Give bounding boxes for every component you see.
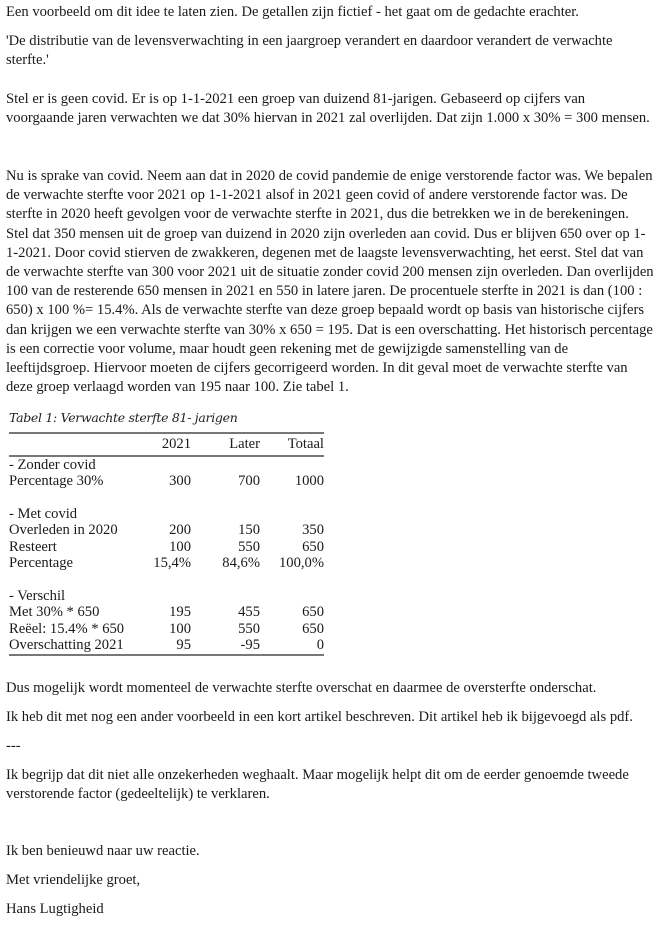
row-label: Percentage [9, 555, 74, 571]
section-title-met-covid: - Met covid [9, 505, 78, 522]
row-label: Percentage 30% [9, 473, 104, 489]
cell-2021: 95 [176, 637, 191, 653]
table-row [9, 522, 324, 539]
cell-totaal: 650 [302, 604, 324, 620]
section-title-row [9, 456, 324, 474]
header-2021: 2021 [161, 436, 191, 452]
header-later: Later [229, 436, 260, 452]
intro-paragraph: Een voorbeeld om dit idee te laten zien. De getallen zijn fictief - het gaat om de gedachte erachter. [6, 4, 579, 20]
uncertainty-paragraph: Ik begrijp dat dit niet alle onzekerheden weghaalt. Maar mogelijk helpt dit om de eerder genoemde tweede verstorende factor (gedeeltelijk) te verklaren. [6, 767, 629, 803]
cell-totaal: 350 [302, 522, 324, 538]
section-title-row [9, 588, 324, 605]
with-covid-paragraph: Nu is sprake van covid. Neem aan dat in 2020 de covid pandemie de enige verstorende factor was. We bepalen de verwachte sterfte voor 2021 op 1-1-2021 alsof in 2021 geen covid of andere verstorende factor was. De sterfte in 2020 heeft gevolgen voor de verwachte sterfte in 2021, dus die betrekken we in de berekeningen. Stel dat 350 mensen uit de groep van duizend in 2020 zijn overleden aan covid. Dus er blijven 650 over op 1-1-2021. Door covid stierven de zwakkeren, degenen met de laagste levensverwachting, het eerst. Stel dat van de verwachte sterfte van 300 voor 2021 uit de situatie zonder covid 200 mensen zijn overleden. Dan overlijden 100 van de resterende 650 mensen in 2021 en 550 in latere jaren. De procentuele sterfte in 2021 is dan (100 : 650) x 100 %= 15.4%. Als de verwachte sterfte van deze groep bepaald wordt op basis van historische cijfers dan krijgen we een verwachte sterfte van 30% x 650 = 195. Dat is een overschatting. Het historisch percentage is een correctie voor volume, maar houdt geen rekening met de gewijzigde samenstelling van de leeftijdsgroep. Hiervoor moeten de cijfers gecorrigeerd worden. In dit geval moet de verwachte sterfte van deze groep verlaagd worden van 195 naar 100. Zie tabel 1. [6, 168, 654, 396]
table-row [9, 555, 324, 572]
separator: --- [6, 738, 21, 754]
cell-totaal: 1000 [294, 473, 324, 489]
row-label: Overschatting 2021 [9, 637, 124, 653]
table-row [9, 637, 324, 655]
spacer-row [9, 572, 324, 588]
quote-paragraph: 'De distributie van de levensverwachting in een jaargroep verandert en daardoor verandert de verwachte sterfte.' [6, 33, 613, 69]
signature: Hans Lugtigheid [6, 901, 104, 917]
cell-totaal: 650 [302, 538, 324, 555]
cell-later: 700 [238, 473, 260, 489]
cell-2021: 100 [169, 538, 191, 555]
article-paragraph: Ik heb dit met nog een ander voorbeeld in een kort artikel beschreven. Dit artikel heb ik bijgevoegd als pdf. [6, 709, 633, 725]
conclusion-paragraph: Dus mogelijk wordt momenteel de verwachte sterfte overschat en daarmee de oversterfte onderschat. [6, 680, 597, 696]
cell-later: 84,6% [222, 555, 260, 571]
table-caption: Tabel 1: Verwachte sterfte 81- jarigen [9, 410, 238, 425]
spacer-row [9, 490, 324, 506]
cell-2021: 100 [169, 620, 191, 637]
cell-totaal: 650 [302, 620, 324, 637]
table-header-row [9, 433, 324, 456]
cell-2021: 300 [169, 473, 191, 489]
row-label: Met 30% * 650 [9, 604, 100, 620]
cell-later: -95 [240, 637, 260, 653]
cell-2021: 15,4% [153, 555, 191, 571]
section-title-row [9, 506, 324, 523]
cell-later: 550 [238, 538, 260, 555]
cell-later: 455 [238, 604, 260, 620]
cell-totaal: 100,0% [279, 555, 324, 571]
cell-2021: 195 [169, 604, 191, 620]
cell-later: 150 [238, 522, 260, 538]
row-label: Reëel: 15.4% * 650 [9, 620, 125, 637]
row-label: Resteert [9, 538, 57, 555]
table-row [9, 621, 324, 638]
table-row [9, 539, 324, 556]
table-row [9, 604, 324, 621]
mortality-table [9, 432, 324, 656]
cell-later: 550 [238, 620, 260, 637]
header-label [9, 433, 129, 456]
cell-totaal: 0 [316, 637, 324, 653]
greeting: Met vriendelijke groet, [6, 872, 141, 888]
header-totaal: Totaal [287, 436, 324, 452]
cell-2021: 200 [169, 522, 191, 538]
no-covid-paragraph: Stel er is geen covid. Er is op 1-1-2021 een groep van duizend 81-jarigen. Gebaseerd op cijfers van voorgaande jaren verwachten we dat 30% hiervan in 2021 zal overlijden. Dat zijn 1.000 x 30% = 300 mensen. [6, 91, 650, 127]
section-title-verschil: - Verschil [9, 587, 66, 604]
row-label: Overleden in 2020 [9, 522, 118, 538]
section-title-zonder-covid: - Zonder covid [9, 456, 96, 473]
table-row [9, 473, 324, 490]
reaction-paragraph: Ik ben benieuwd naar uw reactie. [6, 843, 200, 859]
